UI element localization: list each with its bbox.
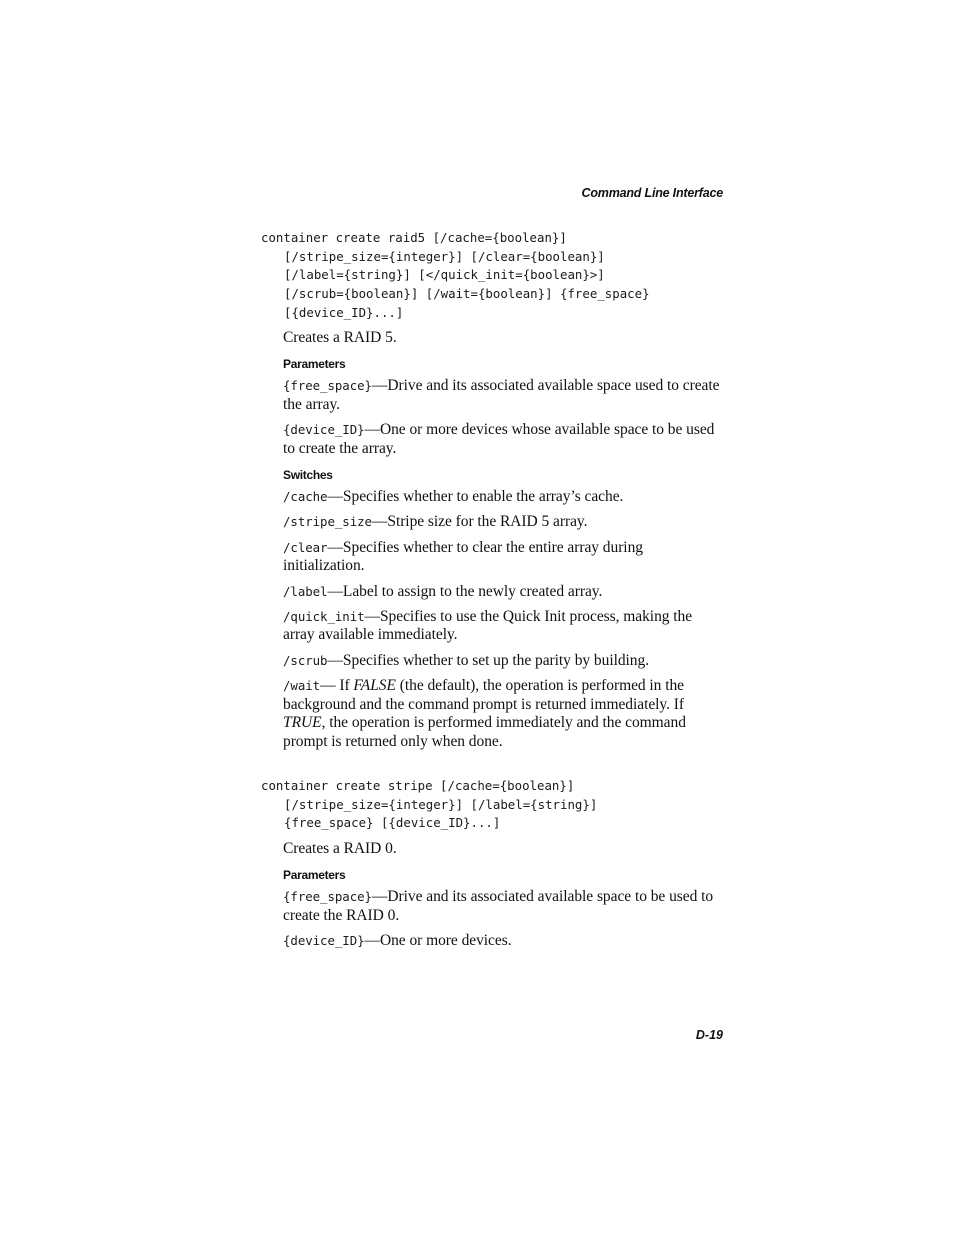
syntax-line: [{device_ID}...] xyxy=(284,304,404,320)
parameter-item xyxy=(283,932,723,950)
page-number: D-19 xyxy=(695,1028,723,1042)
true-keyword: TRUE xyxy=(283,714,322,732)
switch-text: —Specifies whether to enable the array’s cache. xyxy=(327,488,624,506)
syntax-line: container create stripe [/cache={boolean}] xyxy=(261,778,575,793)
parameter-name: {free_space} xyxy=(283,889,372,905)
parameter-text: —One or more devices. xyxy=(364,932,512,950)
switch-text: , the operation is performed immediately and the command prompt is returned only when done. xyxy=(283,714,686,750)
switch-text: —Label to assign to the newly created array. xyxy=(327,582,603,600)
switch-item xyxy=(283,539,723,576)
parameters-heading: Parameters xyxy=(283,357,346,372)
switch-text: —Specifies to use the Quick Init process, making the array available immediately. xyxy=(283,608,693,644)
switch-item xyxy=(283,488,723,506)
switch-name: /label xyxy=(283,583,328,599)
switch-item xyxy=(283,608,723,645)
switches-heading: Switches xyxy=(283,468,333,483)
switch-item xyxy=(283,583,723,601)
switch-text: —Specifies whether to set up the parity by building. xyxy=(327,651,650,669)
syntax-line: [/stripe_size={integer}] [/label={string}] xyxy=(284,796,598,812)
parameters-heading: Parameters xyxy=(283,868,346,883)
parameter-text: —Drive and its associated available space to be used to create the RAID 0. xyxy=(283,888,714,924)
switch-name: /quick_init xyxy=(283,609,365,625)
switch-text: —Specifies whether to clear the entire array during initialization. xyxy=(283,538,643,575)
running-header: Command Line Interface xyxy=(581,186,723,200)
raid5-description: Creates a RAID 5. xyxy=(283,329,397,346)
raid5-command-syntax xyxy=(261,229,741,323)
syntax-line: [/stripe_size={integer}] [/clear={boolean}] xyxy=(284,248,605,264)
parameter-item xyxy=(283,377,723,414)
parameter-text: —Drive and its associated available space used to create the array. xyxy=(283,377,720,413)
switch-name: /clear xyxy=(283,539,328,555)
syntax-line: [/label={string}] [</quick_init={boolean}>] xyxy=(284,267,605,283)
syntax-line: {free_space} [{device_ID}...] xyxy=(284,815,501,831)
syntax-line: [/scrub={boolean}] [/wait={boolean}] {free_space} xyxy=(284,286,650,302)
false-keyword: FALSE xyxy=(353,677,396,695)
switch-name: /wait xyxy=(283,678,321,694)
parameter-name: {device_ID} xyxy=(283,933,365,949)
raid5-section xyxy=(283,329,723,758)
switch-text: —Stripe size for the RAID 5 array. xyxy=(371,513,588,531)
parameter-item xyxy=(283,888,723,925)
parameter-item xyxy=(283,421,723,458)
switch-item xyxy=(283,652,723,670)
switch-item-wait xyxy=(283,677,723,751)
stripe-command-syntax xyxy=(261,777,741,833)
stripe-section xyxy=(283,840,723,958)
switch-name: /stripe_size xyxy=(283,514,372,530)
switch-name: /cache xyxy=(283,489,328,505)
switch-text: (the default), the operation is performed in the background and the command prompt is returned immediately. If xyxy=(283,677,684,713)
switch-item xyxy=(283,513,723,531)
parameter-name: {free_space} xyxy=(283,378,372,394)
parameter-text: —One or more devices whose available space to be used to create the array. xyxy=(283,421,715,457)
switch-name: /scrub xyxy=(283,652,328,668)
syntax-line: container create raid5 [/cache={boolean}] xyxy=(261,230,567,245)
parameter-name: {device_ID} xyxy=(283,422,365,438)
stripe-description: Creates a RAID 0. xyxy=(283,840,397,857)
switch-text: — If xyxy=(320,677,354,695)
